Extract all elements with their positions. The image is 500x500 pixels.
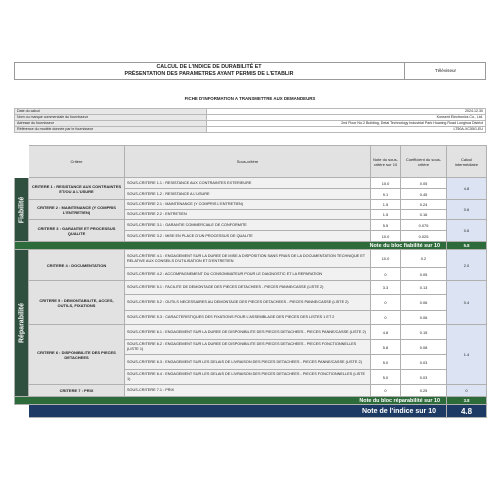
subcriterion-note: 9.1 (371, 189, 401, 200)
table-row (15, 220, 487, 231)
subcriterion-label: SOUS-CRITERE 5.3 : CARACTERISTIQUES DES FIXATIONS POUR L'ASSEMBLAGE DES PIECES DES LISTES 1 ET 2 (125, 311, 371, 325)
subcriterion-coef: 0.025 (401, 231, 447, 242)
final-score-value: 4.8 (447, 405, 487, 418)
supplier-info-table (14, 108, 486, 133)
subcriterion-coef: 0.24 (401, 200, 447, 210)
subcriterion-note: 0 (371, 295, 401, 311)
subcriterion-coef: 0.05 (401, 268, 447, 281)
criterion-name: CRITERE 3 : GARANTIE ET PROCESSUS QUALITE (29, 220, 125, 242)
subcriterion-coef: 0.05 (401, 178, 447, 189)
subcriterion-note: 5.0 (371, 370, 401, 385)
info-value: LT50A-XC55G-EU (207, 127, 486, 133)
criterion-name: CRITERE 1 : RESISTANCE AUX CONTRAINTES ET/OU A L'USURE (29, 178, 125, 200)
table-row (15, 385, 487, 397)
subcriterion-label: SOUS-CRITERE 2.2 : ENTRETIEN (125, 210, 371, 220)
subcriterion-coef: 0.03 (401, 355, 447, 370)
subcriterion-coef: 0.075 (401, 220, 447, 231)
table-header-row (15, 146, 487, 178)
header-spacer (15, 146, 29, 178)
subcriterion-note: 0 (371, 385, 401, 397)
subcriterion-coef: 0.15 (401, 325, 447, 340)
subcriterion-coef: 0.06 (401, 295, 447, 311)
criterion-calc: 0.6 (447, 200, 487, 220)
subcriterion-label: SOUS-CRITERE 3.2 : MISE EN PLACE D'UN PROCESSUS DE QUALITE (125, 231, 371, 242)
criterion-name: CRITERE 4 : DOCUMENTATION (29, 250, 125, 281)
info-label: Nom ou marque commerciale du fournisseur (15, 115, 207, 121)
table-row (15, 178, 487, 189)
info-label: Référence du modèle donnée par le fournisseur (15, 127, 207, 133)
product-type: Téléviseur (404, 62, 486, 80)
subcriterion-note: 0 (371, 268, 401, 281)
subcriterion-note: 5.8 (371, 340, 401, 355)
criterion-name: CRITERE 6 : DISPONIBILITE DES PIECES DETACHEES (29, 325, 125, 385)
title-line-1: CALCUL DE L'INDICE DE DURABILITÉ ET (156, 64, 262, 70)
subcriterion-label: SOUS-CRITERE 5.1 : FACILITE DE DEMONTAGE DES PIECES DETACHEES - PIECES PANNE/CASSE (LISTE 2) (125, 281, 371, 295)
subcriterion-note: 5.5 (371, 220, 401, 231)
reparabilite-total-row (15, 397, 487, 405)
table-row (15, 250, 487, 268)
subcriterion-label: SOUS-CRITERE 5.2 : OUTILS NECESSAIRES AU DEMONTAGE DES PIECES DETACHEES - PIECES PANNE/CASSE (LISTE 2) (125, 295, 371, 311)
subcriterion-label: SOUS-CRITERE 6.1 : ENGAGEMENT SUR LA DUREE DE DISPONIBILITE DES PIECES DETACHEES - PIECES PANNE/CASSE (LISTE 2) (125, 325, 371, 340)
subcriterion-note: 10.0 (371, 231, 401, 242)
header-sous-critere: Sous-critère (125, 146, 371, 178)
table-row (15, 200, 487, 210)
subcriterion-note: 10.0 (371, 178, 401, 189)
subcriterion-coef: 0.45 (401, 189, 447, 200)
header-note: Note du sous-critère sur 10 (371, 146, 401, 178)
criterion-calc: 4.8 (447, 178, 487, 200)
subcriterion-coef: 0.13 (401, 281, 447, 295)
fiabilite-total-row (15, 242, 487, 250)
header-coef: Coefficient du sous-critère (401, 146, 447, 178)
subcriterion-coef: 0.03 (401, 370, 447, 385)
subcriterion-note: 4.8 (371, 325, 401, 340)
subcriterion-coef: 0.08 (401, 340, 447, 355)
fiabilite-side-label: Fiabilité (15, 178, 29, 242)
subcriterion-label: SOUS-CRITERE 6.4 : ENGAGEMENT SUR LES DELAIS DE LIVRAISON DES PIECES DETACHEES - PIECES FONCTIONNELLES (LISTE 1) (125, 370, 371, 385)
info-label: Date du calcul (15, 109, 207, 115)
subcriterion-note: 0 (371, 311, 401, 325)
fiabilite-total-value: 5.8 (447, 242, 487, 250)
table-row (15, 325, 487, 340)
durability-score-table (14, 145, 487, 418)
reparabilite-side-label: Réparabilité (15, 250, 29, 397)
criterion-calc: 0.6 (447, 220, 487, 242)
subcriterion-label: SOUS-CRITERE 6.3 : ENGAGEMENT SUR LES DELAIS DE LIVRAISON DES PIECES DETACHEES - PIECES PANNE/CASSE (LISTE 2) (125, 355, 371, 370)
subcriterion-label: SOUS-CRITERE 1.1 : RESISTANCE AUX CONTRAINTES EXTERIEURE (125, 178, 371, 189)
final-spacer (15, 405, 29, 418)
info-label: Adresse du fournisseur (15, 121, 207, 127)
document-title (14, 62, 404, 80)
subcriterion-coef: 0.2 (401, 250, 447, 268)
info-row (15, 127, 486, 133)
subcriterion-label: SOUS-CRITERE 3.1 : GARANTIE COMMERCIALE DE CONFORMITE (125, 220, 371, 231)
subcriterion-label: SOUS-CRITERE 6.2 : ENGAGEMENT SUR LA DUREE DE DISPONIBILITE DES PIECES DETACHEES - PIECES FONCTIONNELLES (LISTE 1) (125, 340, 371, 355)
subcriterion-label: SOUS-CRITERE 7.1 : PRIX (125, 385, 371, 397)
final-score-row (15, 405, 487, 418)
subcriterion-note: 1.5 (371, 210, 401, 220)
subcriterion-note: 5.0 (371, 355, 401, 370)
reparabilite-total-value: 3.8 (447, 397, 487, 405)
subcriterion-label: SOUS-CRITERE 2.1 : MAINTENANCE (Y COMPRIS L'ENTRETIEN) (125, 200, 371, 210)
criterion-name: CRITERE 5 : DEMONTABILITE, ACCES, OUTILS, FIXATIONS (29, 281, 125, 325)
info-value: 2nd Floor No.2 Building, Detai Technology Industrial Park Huaxing Road Longhua District (207, 121, 486, 127)
subcriterion-label: SOUS-CRITERE 1.2 : RESISTANCE A L'USURE (125, 189, 371, 200)
subcriterion-coef: 0.16 (401, 210, 447, 220)
reparabilite-total-label: Note du bloc réparabilité sur 10 (15, 397, 447, 405)
title-line-2: PRÉSENTATION DES PARAMETRES AYANT PERMIS DE L'ETABLIR (124, 70, 294, 77)
subcriterion-coef: 0.25 (401, 385, 447, 397)
fiabilite-total-label: Note du bloc fiabilité sur 10 (15, 242, 447, 250)
subcriterion-note: 10.0 (371, 250, 401, 268)
criterion-calc: 0 (447, 385, 487, 397)
final-score-label: Note de l'indice sur 10 (29, 405, 447, 418)
criterion-calc: 2.0 (447, 250, 487, 281)
fiche-title: FICHE D'INFORMATION A TRANSMETTRE AUX DEMANDEURS (184, 96, 316, 101)
info-value: Konsent Electronics Co., Ltd. (207, 115, 486, 121)
subcriterion-label: SOUS-CRITERE 4.1 : ENGAGEMENT SUR LA DUREE DE MISE A DISPOSITION SANS FRAIS DE LA DOCUMENTATION TECHNIQUE ET RELATIVE AUX CONSEILS D'UTILISATION ET D'ENTRETIEN (125, 250, 371, 268)
header-critere: Critère (29, 146, 125, 178)
subcriterion-label: SOUS-CRITERE 4.2 : ACCOMPAGNEMENT DU CONSOMMATEUR POUR LE DIAGNOSTIC ET LA REPARATION (125, 268, 371, 281)
subcriterion-note: 3.3 (371, 281, 401, 295)
header-calcul: Calcul intermédiaire (447, 146, 487, 178)
table-row (15, 281, 487, 295)
subcriterion-note: 1.5 (371, 200, 401, 210)
criterion-calc: 0.4 (447, 281, 487, 325)
info-value: 2024.12.30 (207, 109, 486, 115)
subcriterion-coef: 0.06 (401, 311, 447, 325)
criterion-name: CRITERE 2 : MAINTENANCE (Y COMPRIS L'ENTRETIEN) (29, 200, 125, 220)
criterion-name: CRITERE 7 : PRIX (29, 385, 125, 397)
criterion-calc: 1.4 (447, 325, 487, 385)
